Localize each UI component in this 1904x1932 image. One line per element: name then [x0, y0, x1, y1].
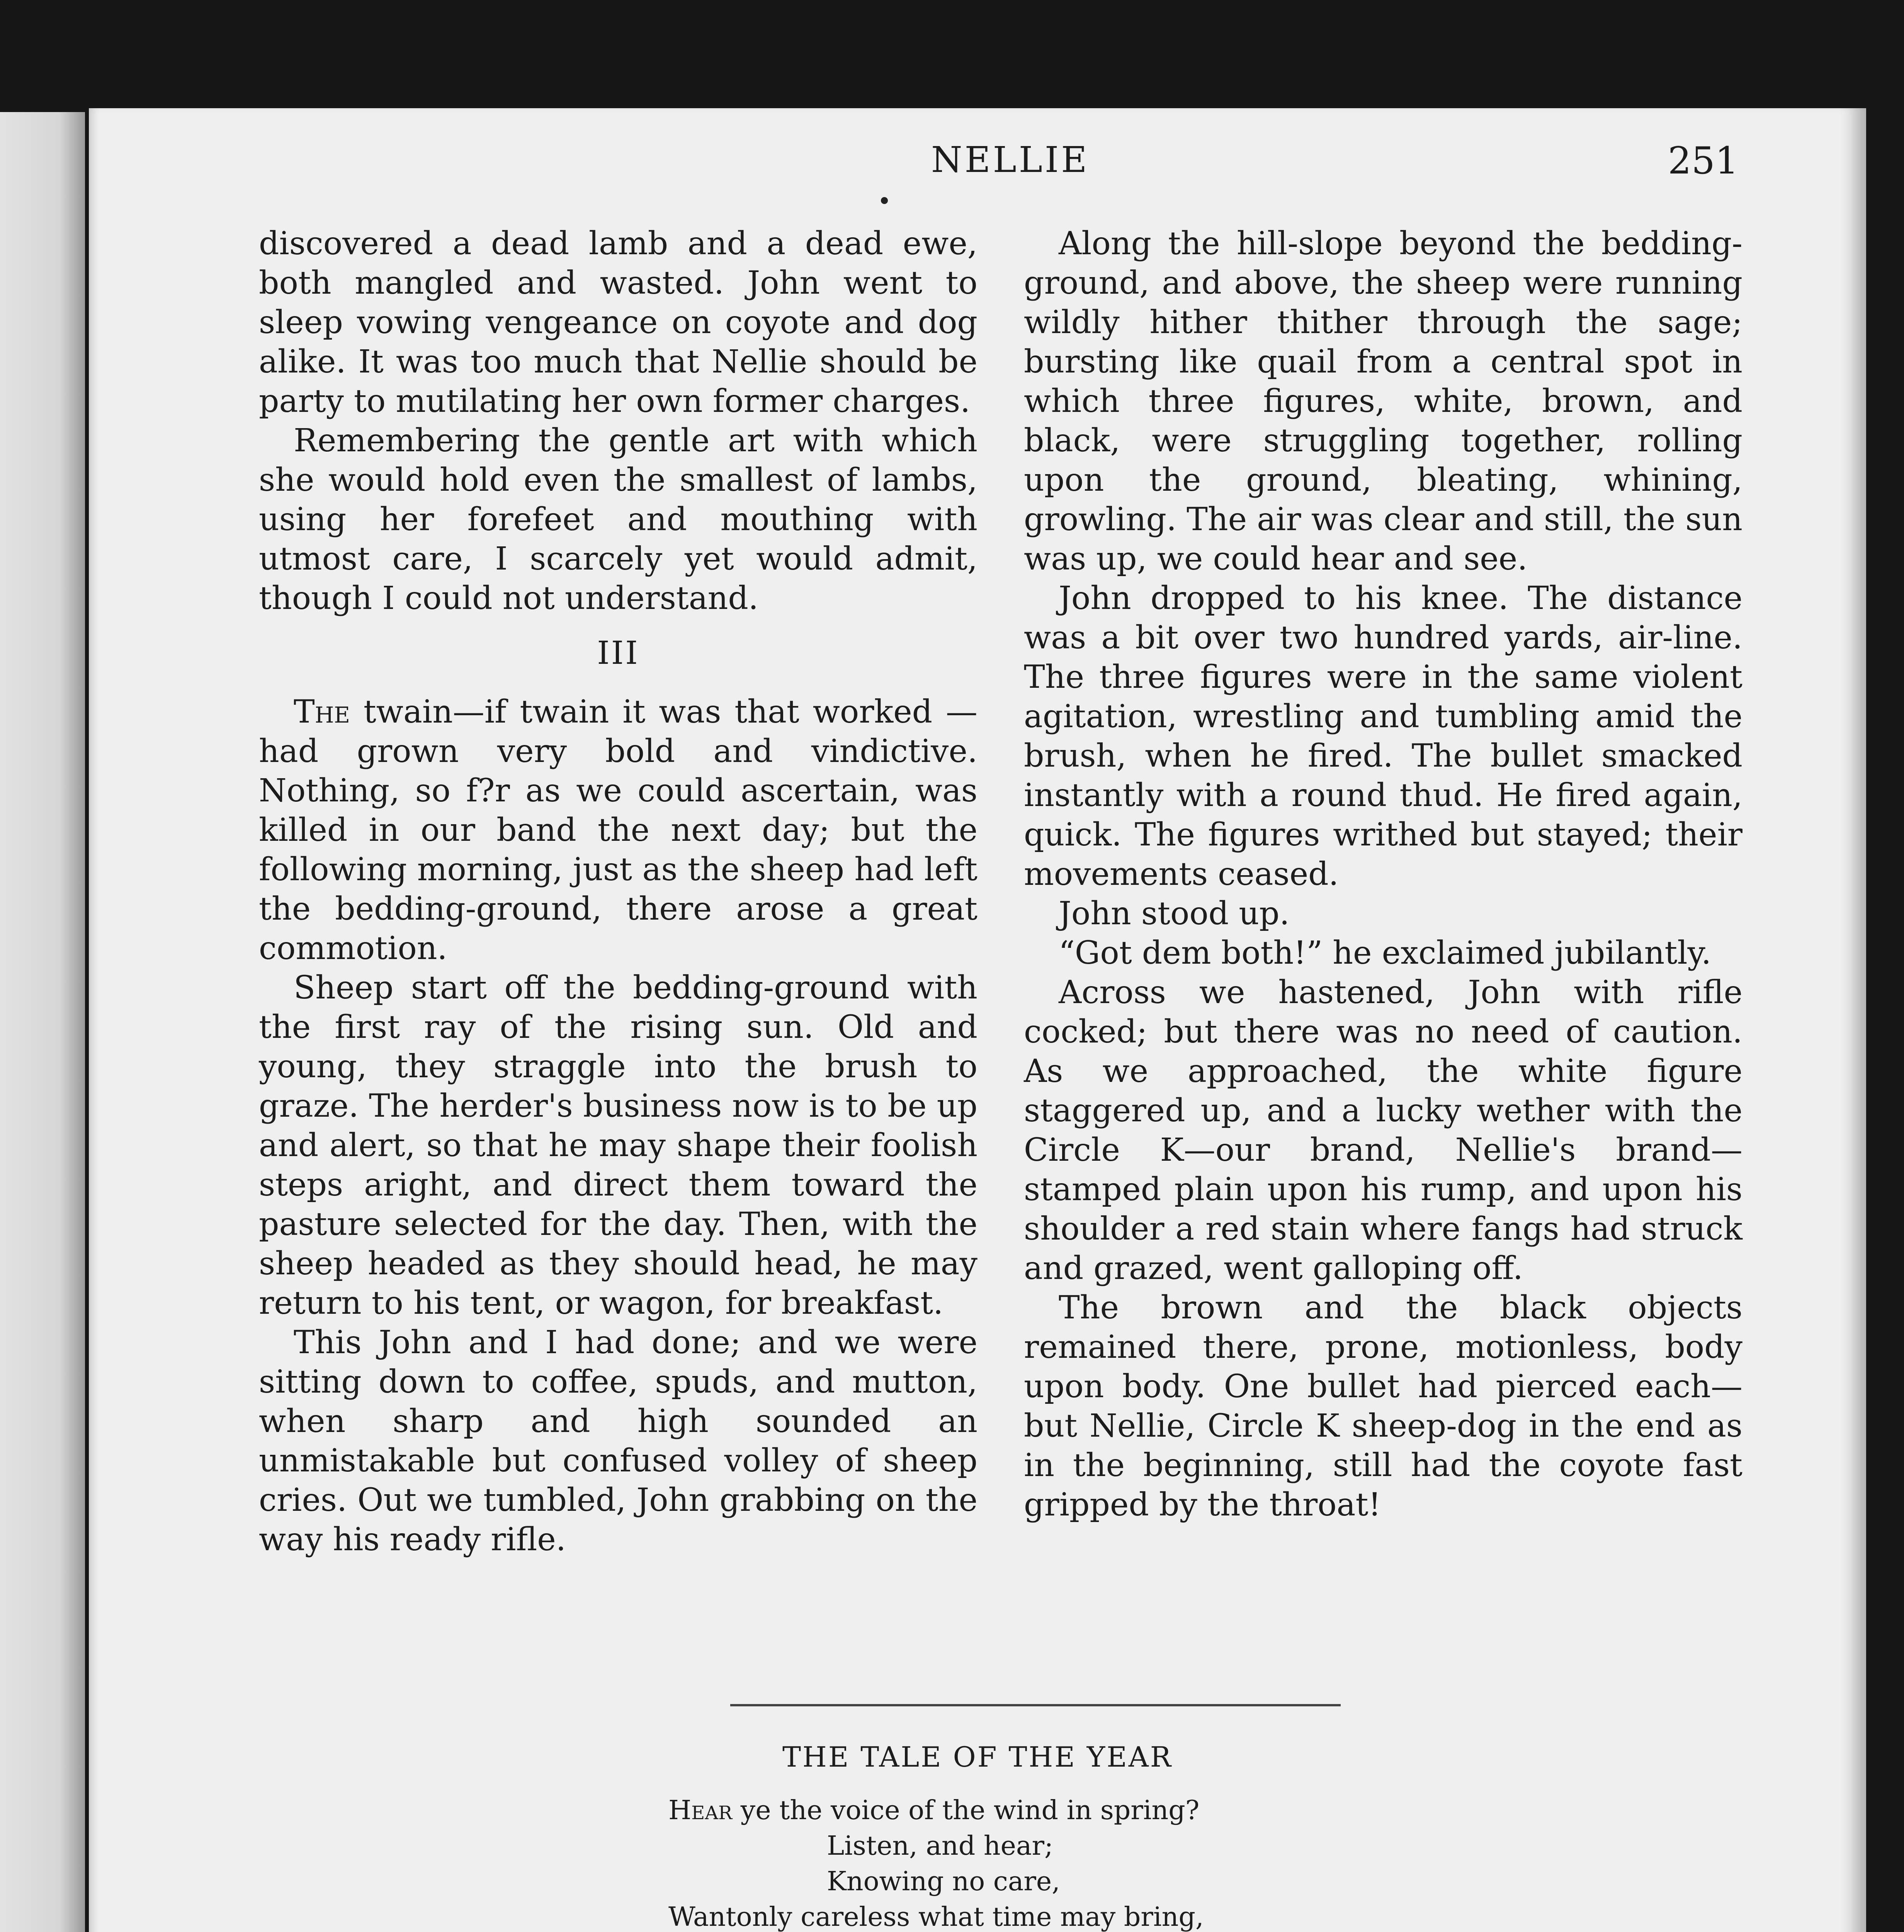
lead-in: Hear — [668, 1795, 733, 1826]
running-head: NELLIE — [931, 139, 1090, 180]
stanza — [668, 1793, 1342, 1932]
paragraph: discovered a dead lamb and a dead ewe, both mangled and wasted. John went to sleep vowing vengeance on coyote and dog alike. It was too much that Nellie should be party to mutilating her own former charges. — [259, 225, 978, 420]
poem-line: Listen, and hear; — [827, 1831, 1053, 1861]
poem-line: Knowing no care, — [827, 1866, 1060, 1897]
paragraph: This John and I had done; and we were sitting down to coffee, spuds, and mutton, when sharp and high sounded an unmistakable but confused volley of sheep cries. Out we tumbled, John grabbing on the way his ready rifle. — [259, 1324, 978, 1558]
paragraph-text: twain—if twain it was that worked —had grown very bold and vindictive. Nothing, so f?r as we could ascertain, was killed in our band the next day; but the following morning, just as the sheep had left the bedding-ground, there arose a great commotion. — [259, 694, 978, 967]
paragraph — [259, 692, 978, 968]
paragraph: The brown and the black objects remained there, prone, motionless, body upon body. One bullet had pierced each—but Nellie, Circle K sheep-dog in the end as in the beginning, still had the coyote fast gripped by the throat! — [1024, 1289, 1742, 1523]
right-column — [1024, 224, 1742, 1525]
paragraph: Along the hill-slope beyond the bedding-ground, and above, the sheep were running wildly hither thither through the sage; bursting like quail from a central spot in which three figures, white, brown, and black, were struggling together, rolling upon the ground, bleating, whining, growling. The air was clear and still, the sun was up, we could hear and see. — [1024, 225, 1742, 577]
poem — [668, 1793, 1342, 1932]
ink-dot — [881, 197, 888, 204]
poem-line: Wantonly careless what time may bring, — [668, 1902, 1204, 1932]
facing-page-edge — [0, 112, 85, 1932]
paragraph: Sheep start off the bedding-ground with the first ray of the rising sun. Old and young, they straggle into the brush to graze. The herder's business now is to be up and alert, so that he may shape their foolish steps aright, and direct them toward the pasture selected for the day. Then, with the sheep headed as they should head, he may return to his tent, or wagon, for breakfast. — [259, 969, 978, 1321]
page-number: 251 — [1668, 139, 1739, 182]
section-heading: III — [597, 635, 639, 672]
poem-title: THE TALE OF THE YEAR — [782, 1741, 1173, 1773]
section-divider — [730, 1704, 1341, 1706]
lead-in: The — [294, 694, 350, 730]
paragraph: “Got dem both!” he exclaimed jubilantly. — [1059, 935, 1712, 971]
poem-line — [668, 1793, 1342, 1828]
book-page — [89, 108, 1866, 1932]
paragraph: John stood up. — [1059, 895, 1290, 932]
paragraph: Remembering the gentle art with which she would hold even the smallest of lambs, using her forefeet and mouthing with utmost care, I scarcely yet would admit, though I could not understand. — [259, 422, 978, 617]
paragraph: John dropped to his knee. The distance was a bit over two hundred yards, air-line. The three figures were in the same violent agitation, wrestling and tumbling amid the brush, when he fired. The bullet smacked instantly with a round thud. He fired again, quick. The figures writhed but stayed; their movements ceased. — [1024, 580, 1742, 893]
left-column — [259, 224, 978, 1560]
paragraph: Across we hastened, John with rifle cocked; but there was no need of caution. As we approached, the white figure staggered up, and a lucky wether with the Circle K—our brand, Nellie's brand—stamped plain upon his rump, and upon his shoulder a red stain where fangs had struck and grazed, went galloping off. — [1024, 974, 1742, 1287]
poem-line-text: ye the voice of the wind in spring? — [732, 1795, 1200, 1826]
